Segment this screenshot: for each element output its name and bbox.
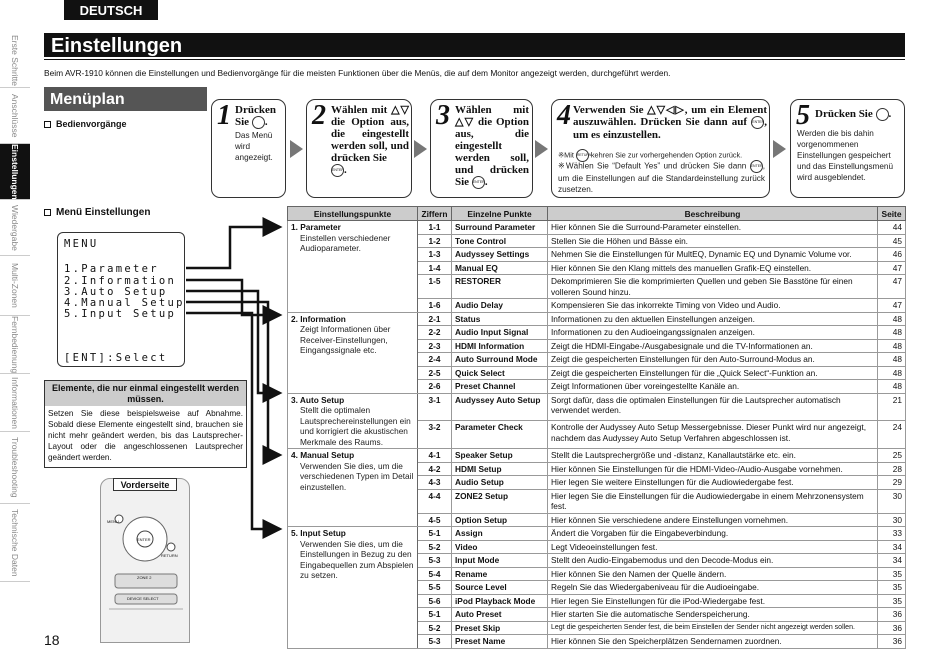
step-text: Wählen mit △▽ die Option aus, die eingestellt werden soll, und drücken Sie ENTER. [331,104,409,177]
page-title: Einstellungen [44,33,905,57]
cell-desc: Zeigt die gespeicherten Einstellungen für die „Quick Select“-Funktion an. [548,366,878,380]
cell-page: 35 [878,581,906,595]
menu-button-icon [876,108,889,121]
group-cell [288,221,418,313]
sidebar-item-label: Einstellungen [10,143,20,200]
cell-page: 47 [878,275,906,299]
connector-information [186,280,280,315]
cell-page: 34 [878,554,906,568]
cell-desc: Informationen zu den aktuellen Einstellungen anzeigen. [548,312,878,326]
cell-name: Audio Input Signal [452,326,548,340]
cell-desc: Hier können Sie Einstellungen für die HDMI-Video-/Audio-Ausgabe vornehmen. [548,462,878,476]
group-title: 1. Parameter [291,222,341,232]
cell-code: 4-4 [418,489,452,513]
group-description: Stellt die optimalen Lautsprechereinstellungen ein und korrigiert die akustischen Merkmale des Raums. [300,405,411,447]
cell-desc: Hier legen Sie Einstellungen für die iPod-Wiedergabe fest. [548,594,878,608]
cell-name: RESTORER [452,275,548,299]
cell-code: 4-2 [418,462,452,476]
step-text: Wählen mit △▽ die Option aus, die eingestellt werden soll, und drücken Sie ENTER. [455,104,529,189]
step-number: 5 [796,100,810,131]
cell-name: Speaker Setup [452,449,548,463]
step-number: 2 [312,100,326,131]
cell-name: iPod Playback Mode [452,594,548,608]
cell-code: 5-3 [418,635,452,649]
title-rule [44,59,905,60]
cell-name: Surround Parameter [452,221,548,235]
cell-desc: Hier können Sie verschiedene andere Einstellungen vornehmen. [548,513,878,527]
sidebar-item[interactable] [0,200,30,256]
cell-code: 4-3 [418,476,452,490]
sidebar-item[interactable] [0,504,30,582]
sidebar-item[interactable] [0,374,30,432]
group-cell [288,527,418,649]
cell-page: 34 [878,540,906,554]
elements-note-text: Setzen Sie diese beispielsweise auf Abnahme. Sobald diese Elemente eingestellt sind, brauchen sie nicht mehr geändert werden, bis das Lautsprecher-Layout oder die angeschlossenen Lautsprecher geändert werden. [48,409,243,462]
cell-page: 21 [878,393,906,421]
arrow-right-icon [773,140,786,158]
cell-desc: Informationen zu den Audioeingangssignalen anzeigen. [548,326,878,340]
cell-page: 48 [878,312,906,326]
cell-desc: Kontrolle der Audyssey Auto Setup Messergebnisse. Dieser Punkt wird nur angezeigt, nachdem das Audyssey Auto Setup Verfahren abgeschlossen ist. [548,421,878,449]
cell-page: 48 [878,366,906,380]
cell-name: Status [452,312,548,326]
cell-page: 25 [878,449,906,463]
connector-parameter [186,227,280,268]
cell-desc: Sorgt dafür, dass die optimalen Einstellungen für die Lautsprecher automatisch verwendet werden. [548,393,878,421]
device-select-label: DEVICE SELECT [127,596,159,601]
group-cell [288,449,418,527]
step-note-2: ※Wählen Sie “Default Yes” und drücken Sie dann ENTER, um die Einstellungen auf die Standardeinstellung zurück zusetzen. [558,161,765,194]
cell-desc: Kompensieren Sie das inkorrekte Timing von Video und Audio. [548,299,878,313]
step-4 [551,99,770,198]
table-row [288,527,906,541]
cell-code: 1-1 [418,221,452,235]
return-button-icon [167,543,175,551]
cell-code: 5-1 [418,527,452,541]
step-subtext: Werden die bis dahin vorgenommenen Einstellungen gespeichert und das Einstellungsmenü wird ausgeblendet. [797,129,894,182]
cell-page: 48 [878,326,906,340]
menu-screen [57,232,185,367]
zone-label: ZONE 2 [137,575,152,580]
vorderseite-label: Vorderseite [113,478,177,491]
cell-code: 5-1 [418,608,452,622]
group-cell [288,312,418,393]
enter-button-icon: ENTER [472,176,485,189]
cell-name: Preset Channel [452,380,548,394]
sidebar-item-label: Anschlüsse [10,93,20,138]
cell-desc: Zeigt Informationen über voreingestellte Kanäle an. [548,380,878,394]
cell-name: Source Level [452,581,548,595]
cell-page: 48 [878,353,906,367]
cell-desc: Regeln Sie das Wiedergabeniveau für die Audioeingabe. [548,581,878,595]
cell-name: Preset Skip [452,621,548,635]
menu-button-icon [252,116,265,129]
col-einzelne-punkte: Einzelne Punkte [452,207,548,221]
cell-desc: Legt Videoeinstellungen fest. [548,540,878,554]
menu-label: MENU [107,519,119,524]
cell-page: 44 [878,221,906,235]
cell-name: Audyssey Settings [452,248,548,262]
cell-code: 3-1 [418,393,452,421]
cell-name: Preset Name [452,635,548,649]
menu-item-parameter[interactable]: 1.Parameter [64,263,159,275]
cell-desc: Ändert die Vorgaben für die Eingabeverbindung. [548,527,878,541]
col-seite: Seite [878,207,906,221]
table-row [288,312,906,326]
cell-code: 2-1 [418,312,452,326]
cell-name: Auto Surround Mode [452,353,548,367]
table-header [288,207,906,221]
step-3 [430,99,533,198]
table-row [288,393,906,421]
cell-name: Auto Preset [452,608,548,622]
group-description: Zeigt Informationen über Receiver-Einstellungen, Eingangssignale etc. [300,324,391,355]
cell-page: 30 [878,489,906,513]
cell-code: 3-2 [418,421,452,449]
table-row [288,221,906,235]
menu-connector-lines [180,200,290,545]
return-label: RETURN [161,553,178,558]
menu-item-auto-setup[interactable]: 3.Auto Setup [64,286,168,298]
cell-desc: Stellt die Lautsprechergröße und -distanz, Kanallautstärke etc. ein. [548,449,878,463]
cell-page: 35 [878,567,906,581]
sidebar-item-label: Wiedergabe [10,204,20,251]
group-cell [288,393,418,449]
arrow-right-icon [535,140,548,158]
section-sidebar [0,34,30,582]
cell-desc: Legt die gespeicherten Sender fest, die beim Einstellen der Sender nicht angezeigt werden sollen. [548,621,878,635]
cell-page: 35 [878,594,906,608]
cell-page: 36 [878,608,906,622]
cell-page: 36 [878,635,906,649]
step-text: Drücken Sie . [815,108,892,121]
sidebar-item-label: Fernbedienung [10,315,20,374]
cell-code: 5-3 [418,554,452,568]
group-title: 4. Manual Setup [291,450,355,460]
cell-name: Video [452,540,548,554]
cell-code: 1-5 [418,275,452,299]
sidebar-item-label: Multi-Zonen [10,263,20,308]
cell-page: 46 [878,248,906,262]
cell-name: Option Setup [452,513,548,527]
square-bullet-icon [44,121,51,128]
cell-name: Input Mode [452,554,548,568]
step-text: Verwenden Sie △▽◁▷, um ein Element auszuwählen. Drücken Sie dann auf ENTER, um es einzustellen. [573,104,767,141]
language-tab: DEUTSCH [64,0,158,20]
cell-page: 28 [878,462,906,476]
cell-page: 48 [878,339,906,353]
cell-name: Tone Control [452,234,548,248]
cell-code: 1-6 [418,299,452,313]
elements-note-box [44,380,247,468]
cell-code: 5-4 [418,567,452,581]
cell-code: 4-1 [418,449,452,463]
cell-code: 5-5 [418,581,452,595]
sidebar-item[interactable] [0,432,30,504]
step-number: 4 [557,100,571,131]
cell-page: 29 [878,476,906,490]
cell-code: 4-5 [418,513,452,527]
elements-note-heading: Elemente, die nur einmal eingestellt werden müssen. [45,381,246,406]
step-2 [306,99,412,198]
settings-table [287,206,906,649]
step-text: Drücken Sie . [235,104,276,129]
cell-name: Audio Setup [452,476,548,490]
cell-code: 2-4 [418,353,452,367]
return-button-icon: RETURN [576,149,589,162]
cell-page: 33 [878,527,906,541]
cell-name: Audyssey Auto Setup [452,393,548,421]
cell-desc: Nehmen Sie die Einstellungen für MultEQ, Dynamic EQ und Dynamic Volume vor. [548,248,878,262]
cell-desc: Hier legen Sie weitere Einstellungen für die Audiowiedergabe fest. [548,476,878,490]
enter-button-icon: ENTER [751,116,764,129]
cell-desc: Dekomprimieren Sie die komprimierten Quellen und geben Sie Basstöne für einen volleren Sound hinzu. [548,275,878,299]
sidebar-item-label: Informationen [10,376,20,429]
bedienvorgaenge-label: Bedienvorgänge [44,119,127,129]
cell-page: 47 [878,299,906,313]
group-description: Verwenden Sie dies, um die Einstellungen in Bezug zu den Eingabequellen zum Abspielen zu setzen. [300,538,414,580]
cell-desc: Hier können Sie den Speicherplätzen Sendernamen zuordnen. [548,635,878,649]
page-number: 18 [44,632,60,648]
sidebar-item[interactable] [0,144,30,200]
group-title: 2. Information [291,313,346,324]
cell-page: 48 [878,380,906,394]
sidebar-item[interactable] [0,34,30,88]
cell-name: Quick Select [452,366,548,380]
cell-desc: Hier können Sie die Surround-Parameter einstellen. [548,221,878,235]
intro-text: Beim AVR-1910 können die Einstellungen und Bedienvorgänge für die meisten Funktionen über die Menüs, die auf dem Monitor angezeigt werden, durchgeführt werden. [44,68,671,78]
menu-einstellungen-label: Menü Einstellungen [44,207,150,218]
table-body [288,221,906,649]
menu-title: MENU [64,238,99,250]
sidebar-item-label: Erste Schritte [10,34,20,87]
group-description: Verwenden Sie dies, um die verschiedenen Typen im Detail einzustellen. [300,460,414,492]
cell-code: 1-4 [418,261,452,275]
menu-footer: [ENT]:Select [64,352,168,364]
col-einstellungspunkte: Einstellungspunkte [288,207,418,221]
cell-page: 24 [878,421,906,449]
sidebar-item[interactable] [0,256,30,316]
sidebar-item-label: Technische Daten [10,508,20,577]
sidebar-item[interactable] [0,316,30,374]
arrow-right-icon [290,140,303,158]
menu-item-information[interactable]: 2.Information [64,275,177,287]
arrow-right-icon [414,140,427,158]
menu-item-manual-setup[interactable]: 4.Manual Setup [64,297,185,309]
cell-desc: Hier können Sie den Namen der Quelle ändern. [548,567,878,581]
cell-name: Manual EQ [452,261,548,275]
sidebar-item-label: Troubleshooting [10,437,20,498]
cell-desc: Stellen Sie die Höhen und Bässe ein. [548,234,878,248]
cell-code: 5-2 [418,540,452,554]
cell-desc: Hier können Sie den Klang mittels des manuellen Grafik-EQ einstellen. [548,261,878,275]
cell-desc: Hier starten Sie die automatische Senderspeicherung. [548,608,878,622]
col-beschreibung: Beschreibung [548,207,878,221]
menuplan-heading: Menüplan [44,87,207,111]
cell-name: Assign [452,527,548,541]
enter-button-icon: ENTER [331,164,344,177]
cell-desc: Zeigt die HDMI-Eingabe-/Ausgabesignale und die TV-Informationen an. [548,339,878,353]
enter-button-icon: ENTER [750,160,763,173]
group-title: 3. Auto Setup [291,394,345,405]
cell-page: 36 [878,621,906,635]
step-subtext: Das Menü wird angezeigt. [235,131,273,162]
col-ziffern: Ziffern [418,207,452,221]
cell-code: 2-2 [418,326,452,340]
remote-control-illustration [100,478,190,643]
cell-desc: Stellt den Audio-Eingabemodus und den Decode-Modus ein. [548,554,878,568]
menu-item-input-setup[interactable]: 5.Input Setup [64,308,177,320]
step-number: 3 [436,100,450,131]
cell-code: 2-6 [418,380,452,394]
cell-name: Audio Delay [452,299,548,313]
sidebar-item[interactable] [0,88,30,144]
group-title: 5. Input Setup [291,528,346,538]
cell-code: 1-3 [418,248,452,262]
cell-page: 45 [878,234,906,248]
cell-code: 5-2 [418,621,452,635]
cell-page: 30 [878,513,906,527]
cell-desc: Hier legen Sie die Einstellungen für die Audiowiedergabe in einem Mehrzonensystem fest. [548,489,878,513]
table-row [288,449,906,463]
cell-code: 2-3 [418,339,452,353]
step-5 [790,99,905,198]
cell-name: Parameter Check [452,421,548,449]
step-number: 1 [217,100,231,131]
cell-code: 5-6 [418,594,452,608]
step-1 [211,99,286,198]
connector-auto-setup [186,291,280,393]
cell-name: Rename [452,567,548,581]
cell-desc: Zeigt die gespeicherten Einstellungen für den Auto-Surround-Modus an. [548,353,878,367]
enter-label: ENTER [137,537,151,542]
cell-code: 2-5 [418,366,452,380]
remote-drawing [101,479,190,643]
cell-name: HDMI Information [452,339,548,353]
step-note-1: ※Mit RETURN kehren Sie zur vorhergehenden Option zurück. [558,149,765,162]
cell-name: ZONE2 Setup [452,489,548,513]
cell-code: 1-2 [418,234,452,248]
cell-name: HDMI Setup [452,462,548,476]
group-description: Einstellen verschiedener Audioparameter. [300,232,391,253]
cell-page: 47 [878,261,906,275]
square-bullet-icon [44,209,51,216]
